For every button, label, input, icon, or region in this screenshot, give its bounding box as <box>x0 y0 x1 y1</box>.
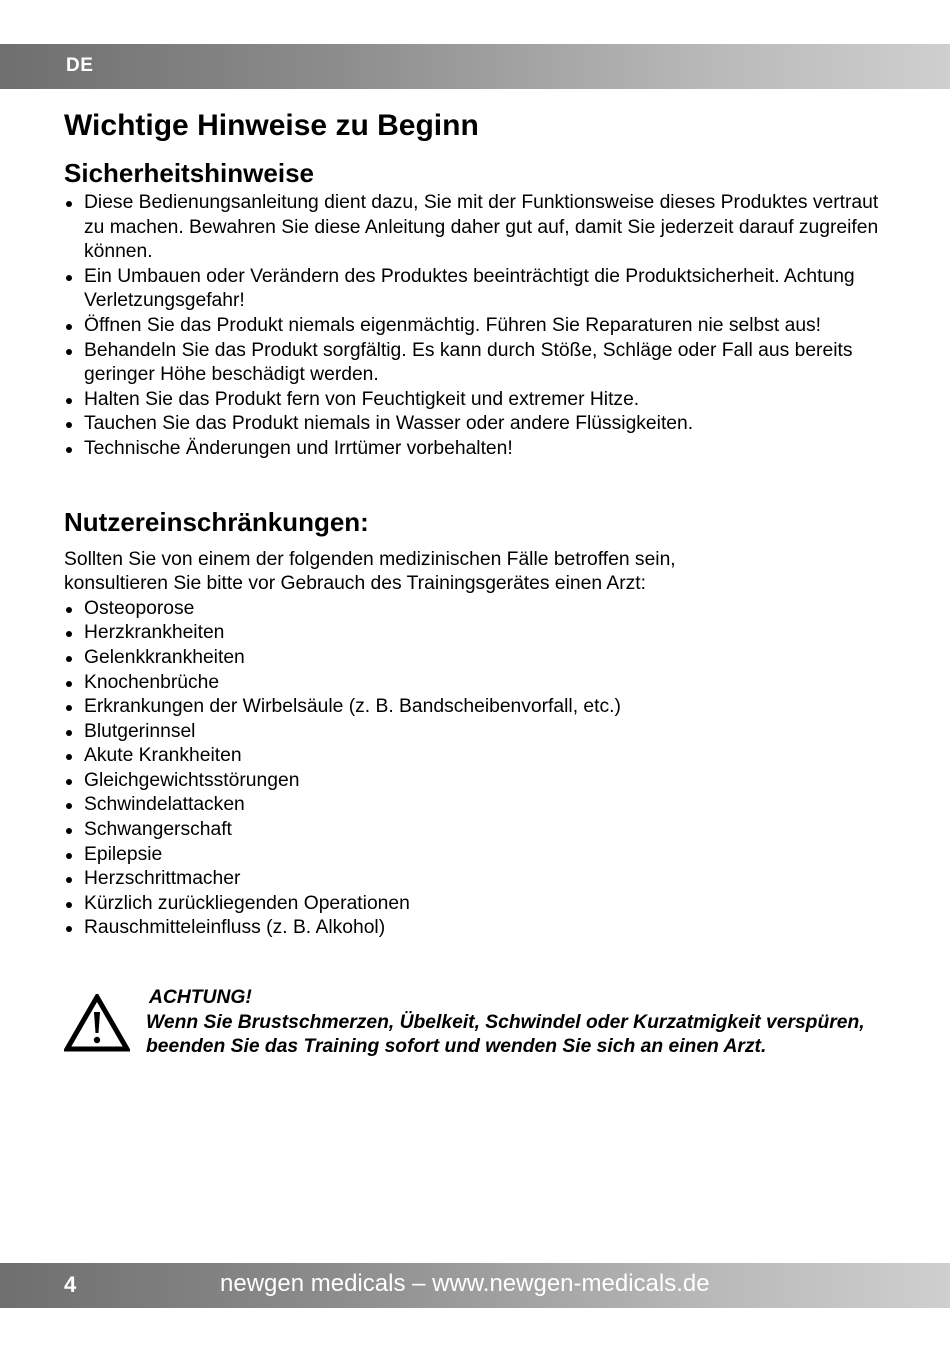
restrictions-heading: Nutzereinschränkungen: <box>64 506 369 537</box>
list-item: Epilepsie <box>64 843 884 868</box>
list-item: Akute Krankheiten <box>64 744 884 769</box>
list-item: Tauchen Sie das Produkt niemals in Wasser oder andere Flüssigkeiten. <box>64 412 884 437</box>
list-item: Herzkrankheiten <box>64 621 884 646</box>
list-item: Diese Bedienungsanleitung dient dazu, Sie mit der Funktionsweise dieses Produktes vertraut zu machen. Bewahren Sie diese Anleitung daher gut auf, damit Sie jederzeit darauf zugreifen können. <box>64 191 884 265</box>
warning-triangle-icon <box>64 994 130 1052</box>
footer-text: newgen medicals – www.newgen-medicals.de <box>220 1270 710 1297</box>
page-number: 4 <box>64 1272 77 1297</box>
list-item: Gelenkkrankheiten <box>64 646 884 671</box>
page-title: Wichtige Hinweise zu Beginn <box>64 109 479 142</box>
intro-line: konsultieren Sie bitte vor Gebrauch des Trainingsgerätes einen Arzt: <box>64 573 646 595</box>
list-item: Rauschmitteleinfluss (z. B. Alkohol) <box>64 916 884 941</box>
main-content <box>64 106 884 941</box>
list-item: Behandeln Sie das Produkt sorgfältig. Es kann durch Stöße, Schläge oder Fall aus bereits geringer Höhe beschädigt werden. <box>64 339 884 388</box>
safety-list <box>64 191 884 462</box>
list-item: Schwindelattacken <box>64 793 884 818</box>
list-item: Erkrankungen der Wirbelsäule (z. B. Bandscheibenvorfall, etc.) <box>64 695 884 720</box>
list-item: Technische Änderungen und Irrtümer vorbehalten! <box>64 437 884 462</box>
list-item: Herzschrittmacher <box>64 867 884 892</box>
list-item: Öffnen Sie das Produkt niemals eigenmächtig. Führen Sie Reparaturen nie selbst aus! <box>64 314 884 339</box>
intro-line: Sollten Sie von einem der folgenden medizinischen Fälle betroffen sein, <box>64 548 676 570</box>
list-item: Halten Sie das Produkt fern von Feuchtigkeit und extremer Hitze. <box>64 388 884 413</box>
language-label: DE <box>66 55 94 76</box>
warning-text-block <box>146 986 876 1060</box>
warning-title: ACHTUNG! <box>149 987 252 1008</box>
safety-heading: Sicherheitshinweise <box>64 158 314 188</box>
restrictions-list <box>64 597 884 941</box>
list-item: Osteoporose <box>64 597 884 622</box>
footer-bar <box>0 1263 950 1308</box>
restrictions-intro <box>64 548 884 597</box>
list-item: Gleichgewichtsstörungen <box>64 769 884 794</box>
warning-box <box>64 986 884 1096</box>
warning-text: Wenn Sie Brustschmerzen, Übelkeit, Schwindel oder Kurzatmigkeit verspüren, beenden Sie das Training sofort und wenden Sie sich an einen Arzt. <box>146 1011 865 1058</box>
list-item: Blutgerinnsel <box>64 720 884 745</box>
header-bar <box>0 44 950 89</box>
list-item: Knochenbrüche <box>64 671 884 696</box>
list-item: Ein Umbauen oder Verändern des Produktes beeinträchtigt die Produktsicherheit. Achtung Verletzungsgefahr! <box>64 265 884 314</box>
list-item: Kürzlich zurückliegenden Operationen <box>64 892 884 917</box>
list-item: Schwangerschaft <box>64 818 884 843</box>
